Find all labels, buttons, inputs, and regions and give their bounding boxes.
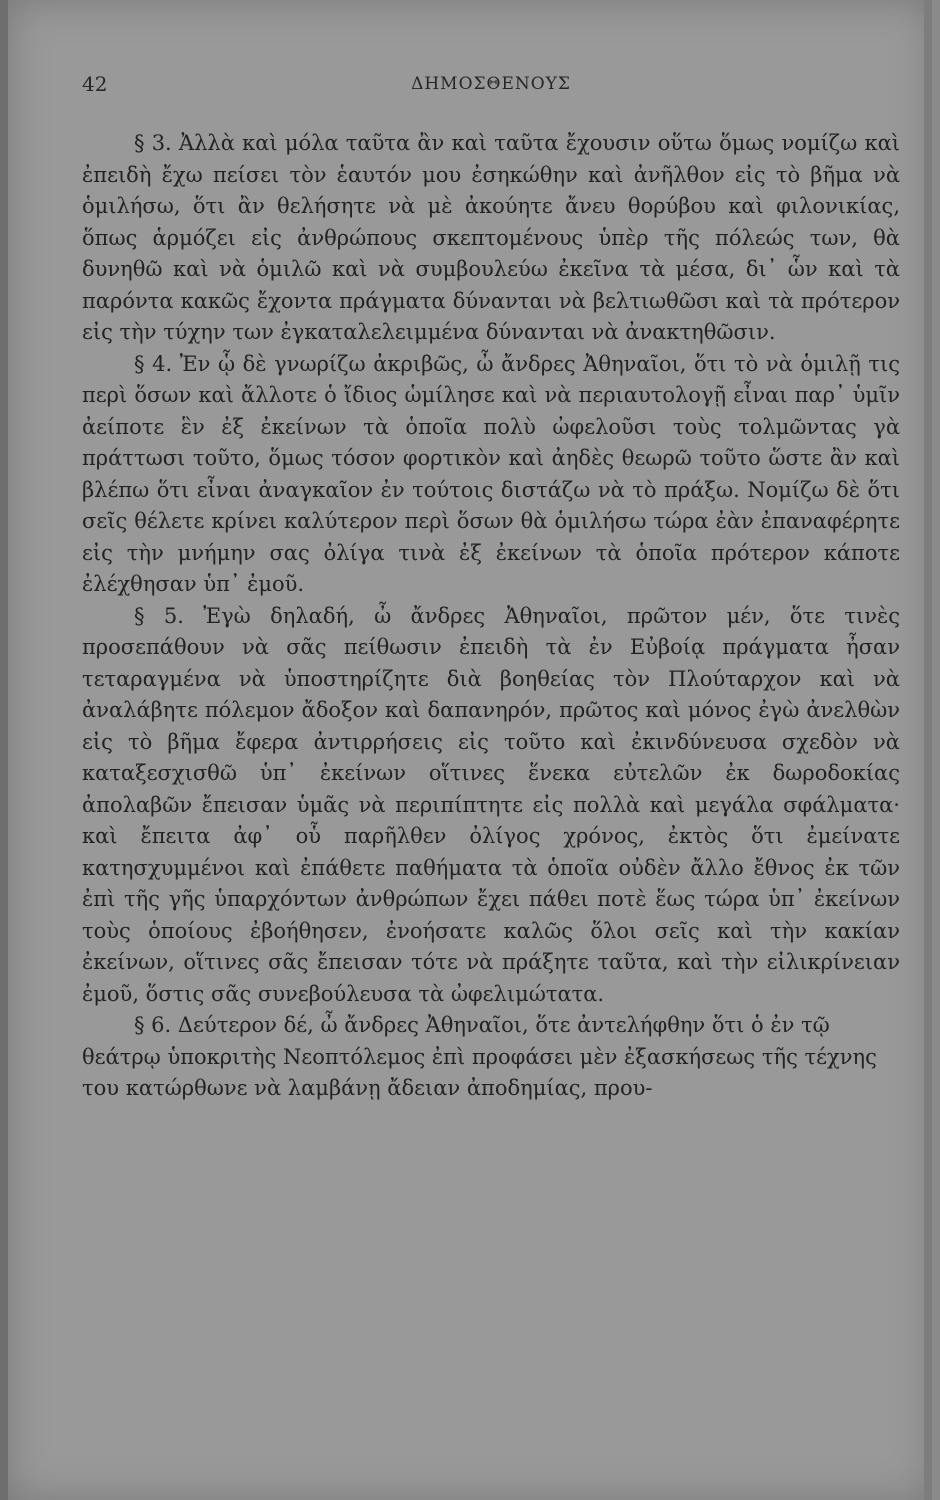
running-title: ΔΗΜΟΣΘΕΝΟΥΣ [411, 74, 571, 94]
page-header [82, 72, 900, 102]
page-body [82, 128, 900, 1105]
page-number: 42 [82, 72, 108, 96]
paragraph-section-4: § 4. Ἐν ᾧ δὲ γνωρίζω ἀκριβῶς, ὦ ἄνδρες Ἀθηναῖοι, ὅτι τὸ νὰ ὁμιλῇ τις περὶ ὅσων καὶ ἄλλοτε ὁ ἴδιος ὡμίλησε καὶ νὰ περιαυτολογῇ εἶναι παρ᾽ ὑμῖν ἀείποτε ἓν ἐξ ἐκείνων τὰ ὁποῖα πολὺ ὠφελοῦσι τοὺς τολμῶντας γὰ πράττωσι τοῦτο, ὅμως τόσον φορτικὸν καὶ ἀηδὲς θεωρῶ τοῦτο ὥστε ἂν καὶ βλέπω ὅτι εἶναι ἀναγκαῖον ἐν τούτοις διστάζω νὰ τὸ πράξω. Νομίζω δὲ ὅτι σεῖς θέλετε κρίνει καλύτερον περὶ ὅσων θὰ ὁμιλήσω τώρα ἐὰν ἐπαναφέρητε εἰς τὴν μνήμην σας ὀλίγα τινὰ ἐξ ἐκείνων τὰ ὁποῖα πρότερον κάποτε ἐλέχθησαν ὑπ᾽ ἐμοῦ. [82, 351, 900, 596]
paragraph-section-6: § 6. Δεύτερον δέ, ὦ ἄνδρες Ἀθηναῖοι, ὅτε ἀντελήφθην ὅτι ὁ ἐν τῷ θεάτρῳ ὑποκριτὴς Νεοπτόλεμος ἐπὶ προφάσει μὲν ἐξασκήσεως τῆς τέχνης του κατώρθωνε νὰ λαμβάνῃ ἄδειαν ἀποδημίας, πρου- [82, 1013, 877, 1100]
paragraph-section-5: § 5. Ἐγὼ δηλαδή, ὦ ἄνδρες Ἀθηναῖοι, πρῶτον μέν, ὅτε τινὲς προσεπάθουν νὰ σᾶς πείθωσιν ἐπειδὴ τὰ ἐν Εὐβοίᾳ πράγματα ἦσαν τεταραγμένα νὰ ὑποστηρίζητε διὰ βοηθείας τὸν Πλούταρχον καὶ νὰ ἀναλάβητε πόλεμον ἄδοξον καὶ δαπανηρόν, πρῶτος καὶ μόνος ἐγὼ ἀνελθὼν εἰς τὸ βῆμα ἔφερα ἀντιρρήσεις εἰς τοῦτο καὶ ἐκινδύνευσα σχεδὸν νὰ καταξεσχισθῶ ὑπ᾽ ἐκείνων οἵτινες ἕνεκα εὐτελῶν ἐκ δωροδοκίας ἀπολαβῶν ἔπεισαν ὑμᾶς νὰ περιπίπτητε εἰς πολλὰ καὶ μεγάλα σφάλματα· καὶ ἔπειτα ἀφ᾽ οὗ παρῆλθεν ὀλίγος χρόνος, ἐκτὸς ὅτι ἐμείνατε κατησχυμμένοι καὶ ἐπάθετε παθήματα τὰ ὁποῖα οὐδὲν ἄλλο ἔθνος ἐκ τῶν ἐπὶ τῆς γῆς ὑπαρχόντων ἀνθρώπων ἔχει πάθει ποτὲ ἕως τώρα ὑπ᾽ ἐκείνων τοὺς ὁποίους ἐβοήθησεν, ἐνοήσατε καλῶς ὅλοι σεῖς καὶ τὴν κακίαν ἐκείνων, οἵτινες σᾶς ἔπεισαν τότε νὰ πράξητε ταῦτα, καὶ τὴν εἰλικρίνειαν ἐμοῦ, ὅστις σᾶς συνεβούλευσα τὰ ὠφελιμώτατα. [82, 603, 900, 1006]
page-edge [924, 0, 932, 1500]
paragraph-section-3: § 3. Ἀλλὰ καὶ μόλα ταῦτα ἂν καὶ ταῦτα ἔχουσιν οὕτω ὅμως νομίζω καὶ ἐπειδὴ ἔχω πείσει τὸν ἑαυτόν μου ἐσηκώθην καὶ ἀνῆλθον εἰς τὸ βῆμα νὰ ὁμιλήσω, ὅτι ἂν θελήσητε νὰ μὲ ἀκούητε ἄνευ θορύβου καὶ φιλονικίας, ὅπως ἁρμόζει εἰς ἀνθρώπους σκεπτομένους ὑπὲρ τῆς πόλεώς των, θὰ δυνηθῶ καὶ νὰ ὁμιλῶ καὶ νὰ συμβουλεύω ἐκεῖνα τὰ μέσα, δι᾽ ὧν καὶ τὰ παρόντα κακῶς ἔχοντα πράγματα δύνανται νὰ βελτιωθῶσι καὶ τὰ πρότερον εἰς τὴν τύχην των ἐγκαταλελειμμένα δύνανται νὰ ἀνακτηθῶσιν. [82, 131, 900, 344]
book-gutter [0, 0, 8, 1500]
